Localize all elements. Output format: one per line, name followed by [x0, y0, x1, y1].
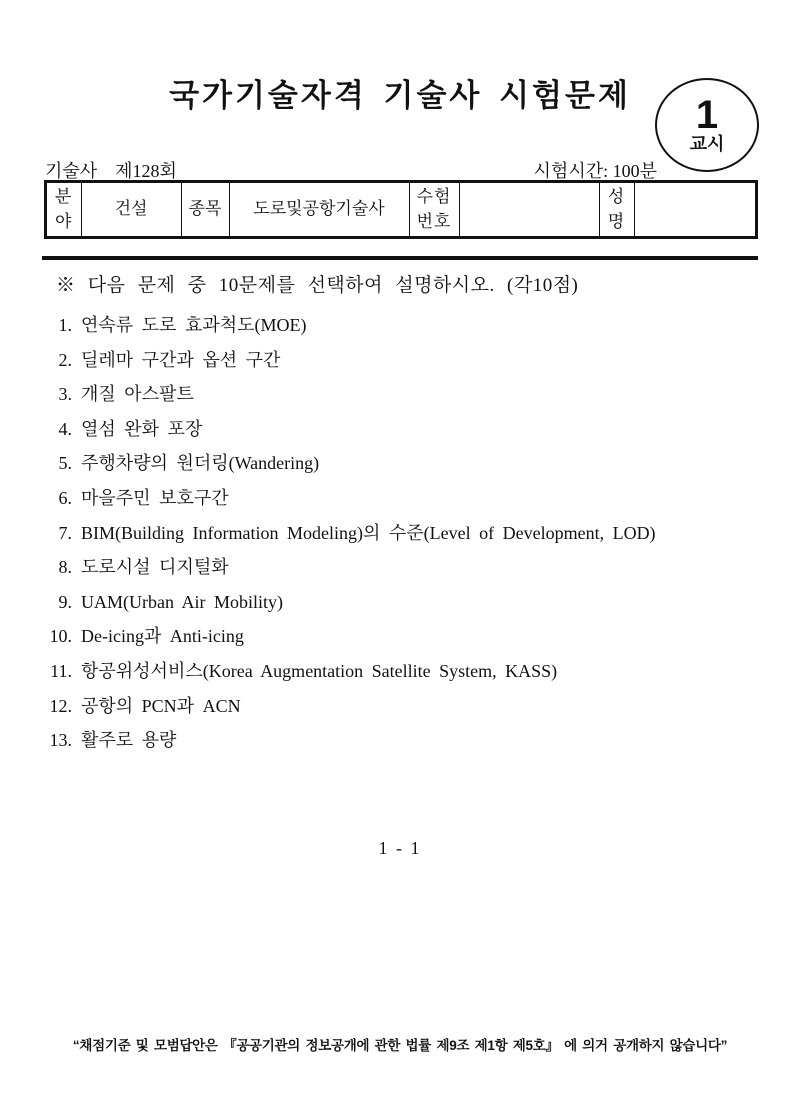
field-label-cell: 분야	[46, 182, 81, 237]
session-label: 교시	[689, 134, 725, 154]
question-text: 주행차량의 원더링(Wandering)	[81, 453, 320, 474]
question-item	[40, 446, 770, 481]
candidate-info-table	[45, 181, 757, 238]
name-label-cell: 성명	[599, 182, 634, 237]
question-text: 활주로 용량	[81, 730, 177, 751]
question-text: 연속류 도로 효과척도(MOE)	[81, 315, 307, 335]
question-item	[40, 308, 770, 343]
question-item	[40, 550, 770, 585]
footer-notice: “채점기준 및 모범답안은 『공공기관의 정보공개에 관한 법률 제9조 제1항 제5호』 에 의거 공개하지 않습니다”	[72, 1038, 728, 1053]
question-number: 7.	[58, 522, 72, 543]
question-text: 공항의 PCN과 ACN	[81, 695, 241, 716]
subject-label-cell: 종목	[181, 182, 229, 237]
question-number: 11.	[50, 660, 72, 681]
question-text: 도로시설 디지털화	[81, 557, 229, 578]
exam-round: 제128회	[115, 161, 177, 181]
question-text: UAM(Urban Air Mobility)	[81, 591, 283, 612]
session-number: 1	[695, 93, 719, 137]
exam-time: 시험시간: 100분	[533, 161, 657, 181]
question-number: 12.	[49, 695, 72, 716]
question-number: 2.	[58, 349, 72, 370]
question-item	[40, 377, 770, 412]
question-number: 9.	[58, 591, 72, 612]
section-divider	[42, 256, 758, 260]
question-item	[40, 723, 770, 758]
exam-meta-row	[45, 157, 755, 183]
question-item	[40, 585, 770, 620]
exam-meta-left	[45, 157, 177, 183]
question-text: 항공위성서비스(Korea Augmentation Satellite System, KASS)	[81, 660, 558, 681]
question-item	[40, 343, 770, 378]
question-number: 8.	[58, 557, 72, 578]
exam-title: 국가기술자격 기술사 시험문제	[169, 78, 631, 113]
instruction-text: ※ 다음 문제 중 10문제를 선택하여 설명하시오. (각10점)	[56, 275, 579, 296]
question-item	[40, 619, 770, 654]
question-item	[40, 689, 770, 724]
exam-number-label-cell: 수험번호	[409, 182, 459, 237]
field-value-cell: 건설	[81, 182, 181, 237]
question-text: BIM(Building Information Modeling)의 수준(Level of Development, LOD)	[81, 522, 656, 543]
question-number: 10.	[49, 626, 72, 647]
question-item	[40, 654, 770, 689]
question-number: 13.	[49, 730, 72, 751]
question-number: 5.	[58, 453, 72, 474]
question-number: 6.	[58, 487, 72, 508]
page-number: 1 - 1	[378, 838, 422, 858]
question-text: 개질 아스팔트	[81, 384, 194, 405]
question-item	[40, 412, 770, 447]
question-number: 1.	[58, 315, 72, 335]
subject-value-cell: 도로및공항기술사	[229, 182, 409, 237]
question-list	[40, 308, 770, 758]
question-item	[40, 481, 770, 516]
question-text: 마을주민 보호구간	[81, 487, 229, 508]
candidate-info-row	[46, 182, 756, 237]
question-number: 3.	[58, 384, 72, 405]
question-text: 열섬 완화 포장	[81, 418, 203, 439]
name-input-cell	[634, 182, 756, 237]
question-text: De-icing과 Anti-icing	[81, 626, 244, 647]
question-item	[40, 516, 770, 551]
exam-type: 기술사	[45, 161, 98, 181]
question-number: 4.	[58, 418, 72, 439]
exam-number-input-cell	[459, 182, 599, 237]
question-text: 딜레마 구간과 옵션 구간	[81, 349, 281, 370]
